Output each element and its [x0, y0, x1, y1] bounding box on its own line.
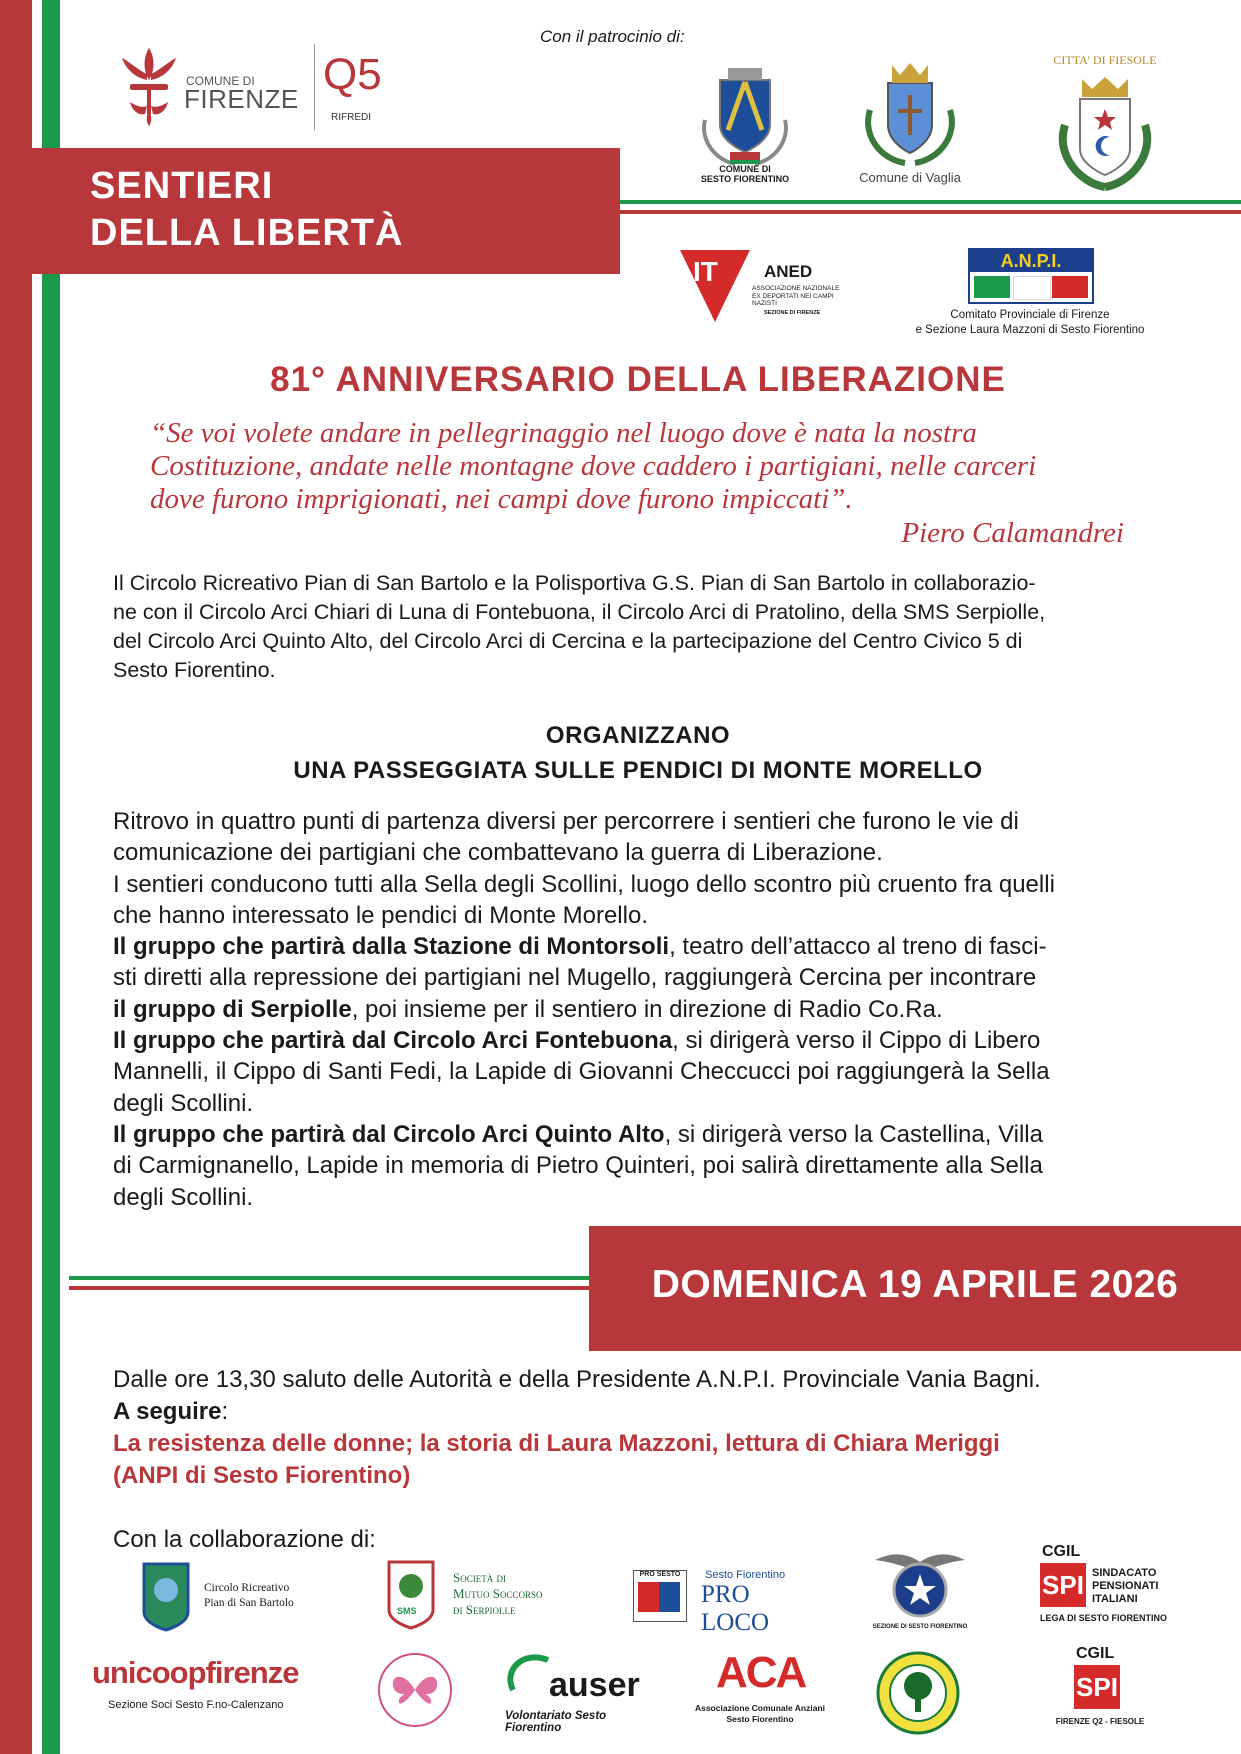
q5-sub: RIFREDI [331, 112, 371, 123]
date-banner [589, 1226, 1241, 1351]
firenze-logo [118, 44, 308, 134]
intro-line: Il Circolo Ricreativo Pian di San Bartolo e la Polisportiva G.S. Pian di San Bartolo in collaborazio- [113, 571, 1036, 595]
title-banner [0, 148, 620, 274]
quote-block [150, 417, 1130, 516]
sponsor-cai [870, 1540, 970, 1635]
vaglia-caption: Comune di Vaglia [859, 170, 961, 185]
sesto-caption-1: COMUNE DI [719, 164, 771, 174]
vaglia-crest-icon [850, 55, 970, 170]
unicoop-sub: Sezione Soci Sesto F.no-Calenzano [108, 1699, 284, 1711]
sponsor-proloco [633, 1565, 823, 1636]
body-line: degli Scollini. [113, 1183, 254, 1211]
aned-line1: ASSOCIAZIONE NAZIONALE [752, 285, 840, 292]
cai-eagle-icon [870, 1540, 970, 1620]
circolo-badge-icon [140, 1560, 192, 1632]
aned-logo [680, 250, 860, 330]
body-line: che hanno interessato le pendici di Monte Morello. [113, 901, 648, 929]
q5-mark: Q5 [323, 50, 382, 99]
title-line1: SENTIERI [90, 165, 274, 207]
circolo-line1: Circolo Ricreativo [204, 1582, 290, 1594]
anpi-flag-green [974, 276, 1010, 298]
butterfly-icon [375, 1650, 455, 1730]
body-line: I sentieri conducono tutti alla Sella degli Scollini, luogo dello scontro più cruento fra quelli [113, 870, 1055, 898]
intro-paragraph [113, 569, 1163, 685]
sesto-crest-icon [690, 60, 800, 170]
sms-mark: SMS [397, 1606, 417, 1616]
intro-line: Sesto Fiorentino. [113, 658, 276, 682]
collab-label: Con la collaborazione di: [113, 1526, 376, 1553]
hline-red-mid [69, 1286, 589, 1290]
anpi-flag-white [1013, 276, 1051, 300]
headline: 81° ANNIVERSARIO DELLA LIBERAZIONE [270, 360, 1006, 399]
title-line2: DELLA LIBERTÀ [90, 212, 404, 254]
body-line: comunicazione dei partigiani che combattevano la guerra di Liberazione. [113, 839, 883, 867]
sponsor-racchetta [875, 1650, 961, 1736]
fiesole-crest [1040, 45, 1170, 195]
aned-mark: IT [693, 256, 718, 287]
sponsor-unicoop [92, 1655, 332, 1715]
aca-line1: Associazione Comunale Anziani [694, 1703, 826, 1713]
fiesole-crest-icon [1040, 65, 1170, 195]
anpi-flag-red [1052, 276, 1088, 298]
logo-divider [314, 44, 315, 130]
body-line: sti diretti alla repressione dei partigiani nel Mugello, raggiungerà Cercina per incontrare [113, 964, 1037, 992]
cgil1-mark: SPI [1040, 1563, 1086, 1607]
cgil1-line2: PENSIONATI [1092, 1580, 1159, 1592]
aned-line3: SEZIONE DI FIRENZE [764, 310, 821, 316]
cgil2-sub: FIRENZE Q2 - FIESOLE [1055, 1717, 1145, 1726]
anpi-name: A.N.P.I. [1000, 251, 1062, 271]
body-line: di Carmignanello, Lapide in memoria di Pietro Quinteri, poi salirà direttamente alla Sella [113, 1152, 1043, 1180]
anpi-line1: Comitato Provinciale di Firenze [950, 309, 1110, 321]
body-line: il gruppo di Serpiolle, poi insieme per il sentiero in direzione di Radio Co.Ra. [113, 995, 943, 1023]
sponsor-aca [690, 1648, 830, 1728]
sms-line3: di Serpiolle [453, 1602, 516, 1617]
intro-line: ne con il Circolo Arci Chiari di Luna di Fontebuona, il Circolo Arci di Pratolino, della SMS Serpiolle, [113, 600, 1046, 624]
body-line: Mannelli, il Cippo di Santi Fedi, la Lapide di Giovanni Checcucci poi raggiungerà la Sella [113, 1058, 1050, 1086]
hline-green-mid [69, 1276, 589, 1280]
sponsor-sms [385, 1558, 595, 1633]
sponsor-circolo [140, 1560, 340, 1635]
schedule-event-line2: (ANPI di Sesto Fiorentino) [113, 1462, 411, 1489]
firenze-line1: COMUNE DI [186, 74, 255, 88]
sms-badge-icon [385, 1558, 437, 1630]
quote-line: “Se voi volete andare in pellegrinaggio nel luogo dove è nata la nostra [150, 417, 977, 449]
organize-line1: ORGANIZZANO [545, 722, 731, 749]
cgil2-mark: SPI [1074, 1665, 1120, 1709]
proloco-flag-icon [634, 1578, 684, 1616]
cgil1-top: CGIL [1042, 1543, 1081, 1560]
schedule-event-line1: La resistenza delle donne; la storia di Laura Mazzoni, lettura di Chiara Meriggi [113, 1430, 1000, 1457]
proloco-badge [633, 1570, 687, 1622]
cai-caption: SEZIONE DI SESTO FIORENTINO [872, 1624, 968, 1630]
quote-line: dove furono imprigionati, nei campi dove furono impiccati”. [150, 483, 853, 515]
q5-logo [323, 50, 413, 130]
racchetta-tree-icon [875, 1650, 961, 1736]
body-line: Il gruppo che partirà dalla Stazione di Montorsoli, teatro dell’attacco al treno di fasci- [113, 933, 1047, 961]
schedule-block [113, 1364, 1213, 1492]
sponsor-auser [503, 1650, 663, 1734]
auser-sub: Volontariato Sesto Fiorentino [505, 1710, 607, 1734]
fiesole-caption: CITTA' DI FIESOLE [1053, 53, 1157, 67]
quote-author: Piero Calamandrei [901, 517, 1124, 549]
sms-line1: Società di [453, 1570, 506, 1585]
sponsor-trekking [375, 1650, 455, 1730]
body-line: Il gruppo che partirà dal Circolo Arci Quinto Alto, si dirigerà verso la Castellina, Villa [113, 1120, 1043, 1148]
firenze-line2: FIRENZE [184, 84, 299, 114]
body-paragraph [113, 806, 1163, 1213]
aned-line2: EX DEPORTATI NEI CAMPI NAZISTI [752, 293, 834, 307]
giglio-icon [118, 44, 180, 128]
sesto-caption-2: SESTO FIORENTINO [700, 174, 790, 184]
proloco-badge-text: PRO SESTO [639, 1571, 681, 1578]
aned-name: ANED [764, 262, 813, 281]
cgil1-line1: SINDACATO [1092, 1567, 1157, 1579]
patronage-label: Con il patrocinio di: [540, 27, 685, 46]
proloco-name: PRO LOCO [701, 1581, 770, 1636]
sponsor-cgil2 [1050, 1645, 1150, 1735]
hline-green-top [620, 200, 1241, 204]
sesto-fiorentino-crest [690, 60, 800, 190]
intro-line: del Circolo Arci Quinto Alto, del Circolo Arci di Cercina e la partecipazione del Centro Civico 5 di [113, 629, 1023, 653]
schedule-line1: Dalle ore 13,30 saluto delle Autorità e della Presidente A.N.P.I. Provinciale Vania Bagni. [113, 1366, 1041, 1393]
auser-name: auser [549, 1666, 640, 1704]
organize-line2: UNA PASSEGGIATA SULLE PENDICI DI MONTE MORELLO [293, 757, 983, 784]
cgil1-line4: LEGA DI SESTO FIORENTINO [1040, 1613, 1168, 1623]
aca-mark: ACA [716, 1648, 806, 1697]
vaglia-crest [850, 55, 970, 190]
body-line: degli Scollini. [113, 1089, 254, 1117]
quote-line: Costituzione, andate nelle montagne dove caddero i partigiani, nelle carceri [150, 450, 1037, 482]
body-line: Ritrovo in quattro punti di partenza diversi per percorrere i sentieri che furono le vie di [113, 808, 1019, 835]
sms-line2: Mutuo Soccorso [453, 1586, 543, 1601]
schedule-follow: A seguire: [113, 1398, 229, 1425]
body-line: Il gruppo che partirà dal Circolo Arci Fontebuona, si dirigerà verso il Cippo di Libero [113, 1027, 1041, 1055]
unicoop-name: unicoopfirenze [92, 1655, 299, 1690]
cgil2-top: CGIL [1076, 1645, 1115, 1662]
sponsor-cgil1 [1040, 1543, 1170, 1633]
proloco-top: Sesto Fiorentino [705, 1569, 786, 1581]
event-date: DOMENICA 19 APRILE 2026 [651, 1263, 1179, 1306]
anpi-line2: e Sezione Laura Mazzoni di Sesto Fiorentino [915, 324, 1145, 336]
anpi-banner [968, 248, 1094, 304]
circolo-line2: Pian di San Bartolo [204, 1597, 294, 1609]
hline-red-top [620, 210, 1241, 214]
cgil1-line3: ITALIANI [1092, 1593, 1138, 1605]
anpi-logo [900, 248, 1160, 343]
aca-line2: Sesto Fiorentino [726, 1714, 794, 1724]
